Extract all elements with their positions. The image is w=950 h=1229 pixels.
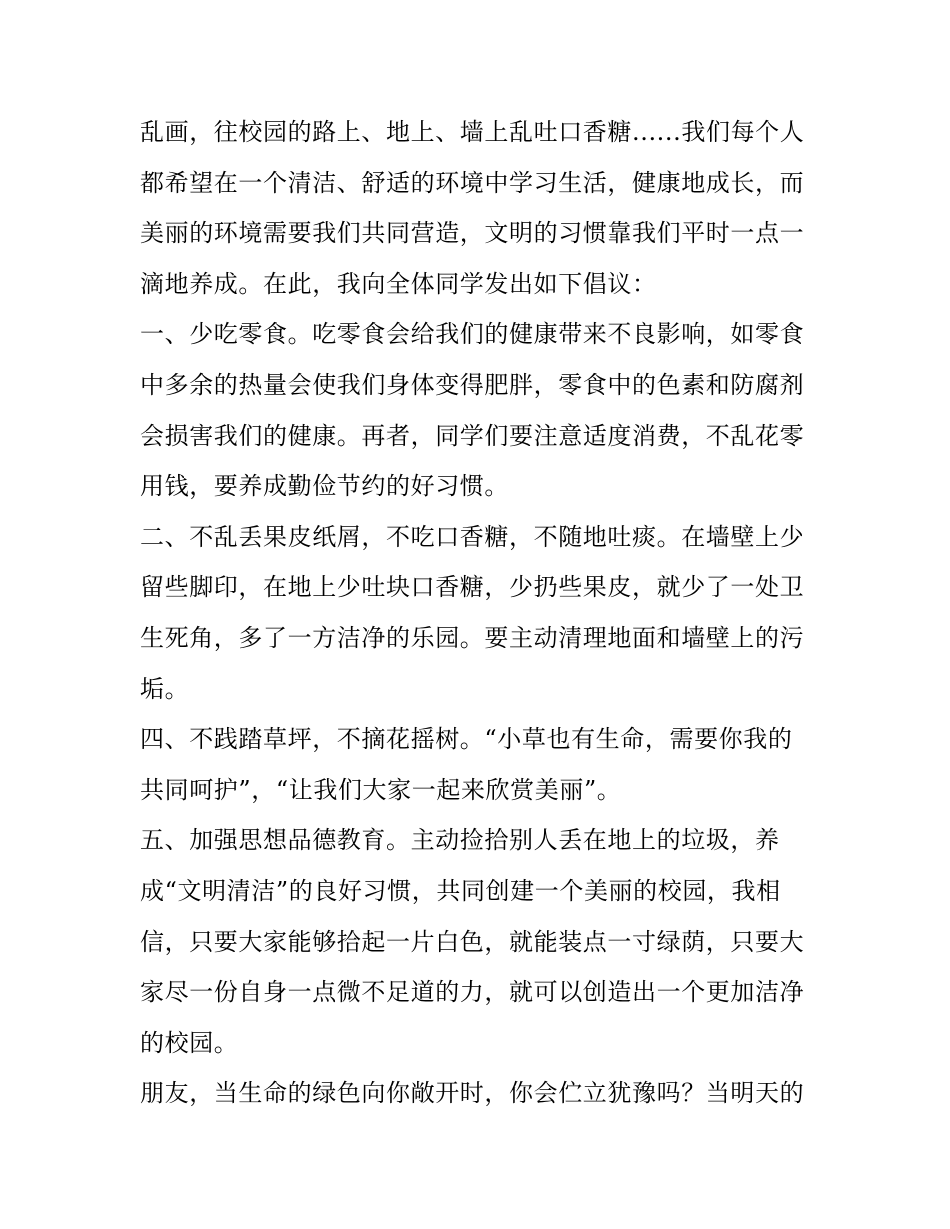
text-line: 家尽一份自身一点微不足道的力，就可以创造出一个更加洁净: [140, 978, 805, 1007]
text-line: 一、少吃零食。吃零食会给我们的健康带来不良影响，如零食: [140, 320, 805, 349]
text-line: 垢。: [140, 674, 190, 703]
text-line: 生死角，多了一方洁净的乐园。要主动清理地面和墙壁上的污: [140, 623, 805, 652]
text-line: 中多余的热量会使我们身体变得肥胖，零食中的色素和防腐剂: [140, 370, 805, 399]
paragraph-intro: [140, 107, 820, 309]
text-line: 二、不乱丢果皮纸屑，不吃口香糖，不随地吐痰。在墙壁上少: [140, 522, 805, 551]
paragraph-item-5: [140, 815, 820, 1068]
text-line: 的校园。: [140, 1028, 239, 1057]
text-line: 朋友，当生命的绿色向你敞开时，你会伫立犹豫吗？当明天的: [140, 1079, 805, 1108]
paragraph-item-2: [140, 512, 820, 714]
paragraph-closing: [140, 1068, 820, 1119]
text-line: 用钱，要养成勤俭节约的好习惯。: [140, 472, 509, 501]
text-line: 五、加强思想品德教育。主动捡拾别人丢在地上的垃圾，养: [140, 826, 780, 855]
text-line: 留些脚印，在地上少吐块口香糖，少扔些果皮，就少了一处卫: [140, 573, 805, 602]
text-line: 美丽的环境需要我们共同营造，文明的习惯靠我们平时一点一: [140, 219, 805, 248]
text-line: 共同呵护”，“让我们大家一起来欣赏美丽”。: [140, 775, 622, 804]
paragraph-item-4: [140, 714, 820, 815]
text-line: 会损害我们的健康。再者，同学们要注意适度消费，不乱花零: [140, 421, 805, 450]
text-line: 信，只要大家能够拾起一片白色，就能装点一寸绿荫，只要大: [140, 927, 805, 956]
paragraph-item-1: [140, 309, 820, 511]
text-line: 都希望在一个清洁、舒适的环境中学习生活，健康地成长，而: [140, 168, 805, 197]
text-line: 成“文明清洁”的良好习惯，共同创建一个美丽的校园，我相: [140, 876, 781, 905]
text-line: 乱画，往校园的路上、地上、墙上乱吐口香糖......我们每个人: [140, 118, 805, 146]
text-line: 滴地养成。在此，我向全体同学发出如下倡议：: [140, 269, 657, 298]
document-body: [140, 107, 820, 1119]
text-line: 四、不践踏草坪，不摘花摇树。“小草也有生命，需要你我的: [140, 725, 793, 754]
